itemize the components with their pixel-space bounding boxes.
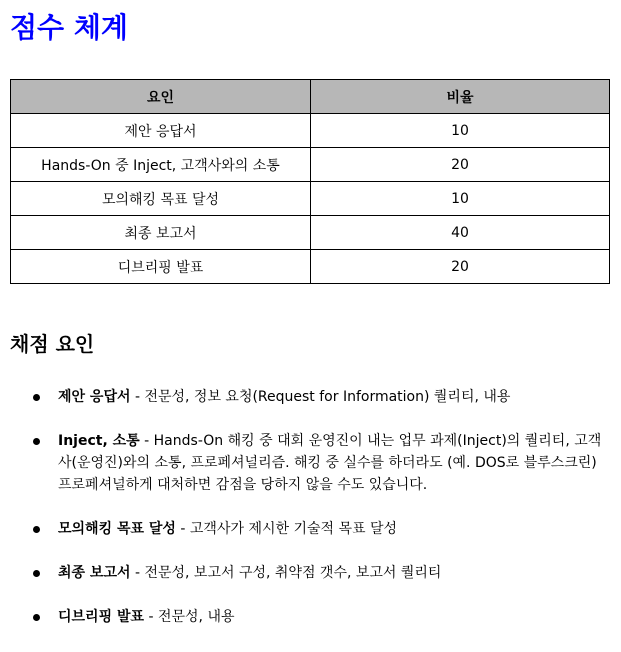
list-item [0, 430, 620, 496]
table-cell-factor: 모의해킹 목표 달성 [11, 182, 311, 216]
bullet-icon [33, 394, 40, 401]
score-table [10, 79, 610, 284]
criteria-term: 제안 응답서 [58, 389, 131, 405]
table-row [11, 216, 610, 250]
list-item [0, 562, 620, 584]
list-item [0, 606, 620, 628]
criteria-term: 모의해킹 목표 달성 [58, 521, 176, 537]
table-cell-factor: 제안 응답서 [11, 114, 311, 148]
table-cell-ratio: 20 [311, 148, 610, 182]
table-header-row [11, 80, 610, 114]
table-cell-factor: 최종 보고서 [11, 216, 311, 250]
bullet-icon [33, 526, 40, 533]
table-row [11, 250, 610, 284]
table-header-ratio: 비율 [311, 80, 610, 114]
criteria-term: 최종 보고서 [58, 565, 131, 581]
criteria-list [0, 386, 620, 650]
criteria-description: - 전문성, 내용 [144, 609, 235, 625]
table-row [11, 114, 610, 148]
page-title: 점수 체계 [10, 11, 128, 44]
criteria-description: - Hands-On 해킹 중 대회 운영진이 내는 업무 과제(Inject)의 퀄리티, 고객사(운영진)와의 소통, 프로페셔널리즘. 해킹 중 실수를 하더라도 (예. DOS로 블루스크린) 프로페셔널하게 대처하면 감점을 당하지 않을 수도 있습니다. [58, 433, 602, 493]
table-cell-factor: 디브리핑 발표 [11, 250, 311, 284]
table-row [11, 182, 610, 216]
table-cell-ratio: 10 [311, 182, 610, 216]
criteria-description: - 전문성, 정보 요청(Request for Information) 퀄리티, 내용 [130, 389, 511, 405]
section-title-criteria: 채점 요인 [10, 332, 95, 356]
table-header-factor: 요인 [11, 80, 311, 114]
list-item [0, 386, 620, 408]
table-cell-ratio: 10 [311, 114, 610, 148]
list-item [0, 518, 620, 540]
table-cell-factor: Hands-On 중 Inject, 고객사와의 소통 [11, 148, 311, 182]
table-cell-ratio: 20 [311, 250, 610, 284]
criteria-description: - 고객사가 제시한 기술적 목표 달성 [175, 521, 398, 537]
criteria-description: - 전문성, 보고서 구성, 취약점 갯수, 보고서 퀄리티 [130, 565, 442, 581]
criteria-term: 디브리핑 발표 [58, 609, 145, 625]
table-cell-ratio: 40 [311, 216, 610, 250]
bullet-icon [33, 570, 40, 577]
criteria-term: Inject, 소통 [58, 433, 140, 449]
table-row [11, 148, 610, 182]
bullet-icon [33, 614, 40, 621]
bullet-icon [33, 438, 40, 445]
